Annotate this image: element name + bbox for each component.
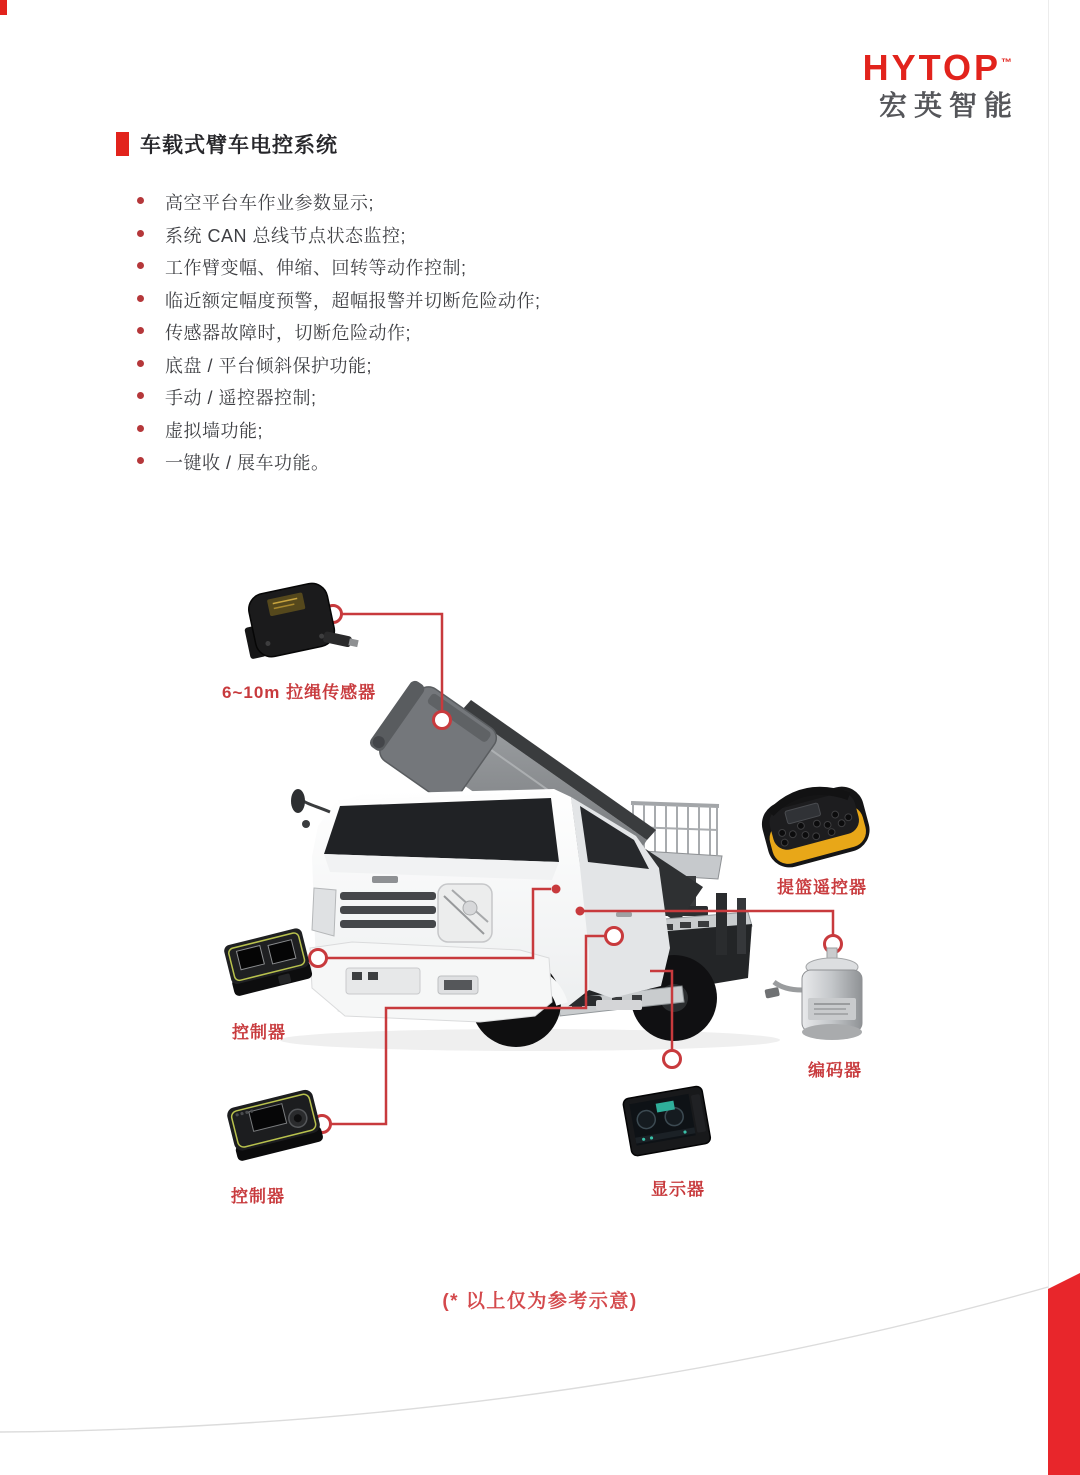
feature-text: 工作臂变幅、伸缩、回转等动作控制; (165, 258, 467, 278)
logo-brand-text: HYTOP (862, 47, 1001, 88)
label-controller-front: 控制器 (232, 1023, 286, 1042)
label-encoder: 编码器 (808, 1061, 862, 1080)
label-basket-remote: 提篮遥控器 (777, 878, 867, 897)
logo-tm: ™ (1001, 57, 1012, 69)
left-headlight (312, 888, 336, 936)
display-image (622, 1086, 711, 1157)
controller-front-image (223, 927, 313, 997)
logo-subbrand: 宏英智能 (878, 90, 1019, 121)
label-display: 显示器 (651, 1180, 705, 1199)
page-title: 车载式臂车电控系统 (140, 134, 338, 157)
controller-rear-image (226, 1088, 324, 1162)
footnote: (* 以上仅为参考示意) (442, 1291, 638, 1312)
feature-text: 临近额定幅度预警，超幅报警并切断危险动作; (165, 290, 541, 311)
feature-text: 系统 CAN 总线节点状态监控; (165, 225, 407, 246)
feature-text: 高空平台车作业参数显示; (165, 193, 374, 213)
feature-text: 手动 / 遥控器控制; (165, 388, 317, 408)
label-rope-sensor: 6~10m 拉绳传感器 (222, 683, 377, 702)
basket-remote-image (756, 779, 874, 873)
door-step (596, 1000, 642, 1010)
rope-sensor-image (238, 576, 361, 671)
encoder-image (764, 948, 862, 1040)
feature-text: 底盘 / 平台倾斜保护功能; (165, 355, 373, 376)
windshield (324, 798, 559, 862)
feature-text: 一键收 / 展车功能。 (165, 453, 330, 473)
truck-illustration (291, 675, 752, 1047)
front-bumper (310, 942, 552, 1022)
feature-text: 虚拟墙功能; (165, 420, 264, 441)
feature-text: 传感器故障时，切断危险动作; (165, 323, 411, 343)
right-headlight (438, 884, 492, 942)
label-controller-rear: 控制器 (231, 1187, 285, 1206)
